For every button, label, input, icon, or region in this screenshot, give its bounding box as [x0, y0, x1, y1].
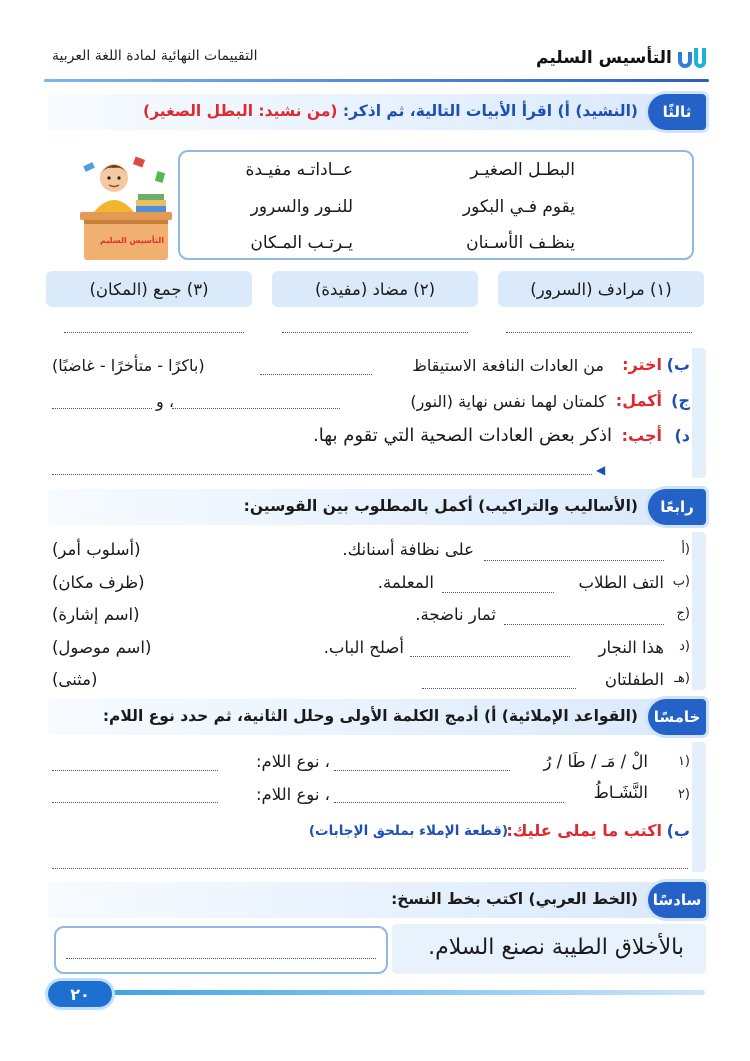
poem-line-2-right: يقوم فـي البكور: [462, 197, 575, 217]
section-3-tab: ثالثًا: [648, 94, 706, 130]
illustration-label: التأسيس السليم: [100, 236, 164, 245]
row-4d-after: أصلح الباب.: [323, 638, 404, 657]
brand-logo: [536, 40, 706, 76]
q-b-text: من العادات النافعة الاستيقاظ: [412, 356, 604, 375]
row-4d-num: (د: [679, 639, 690, 654]
q-c-text: كلمتان لهما نفس نهاية (النور): [410, 392, 606, 411]
boy-studying-illustration-icon: [70, 148, 182, 266]
row-4a-num: (أ: [681, 542, 690, 557]
row-4c-after: ثمار ناضجة.: [415, 605, 496, 624]
row-4b-before: التف الطلاب: [578, 573, 664, 592]
q-d-answer-line[interactable]: [52, 474, 592, 475]
logo-mark-icon: [678, 46, 706, 70]
section-3-side-strip: [692, 348, 706, 478]
row-4b-after: المعلمة.: [377, 573, 434, 592]
q-d-verb: أجب:: [621, 426, 662, 445]
row-4e-answer-line[interactable]: [422, 688, 576, 689]
header-divider: [44, 79, 709, 82]
q-c-label: ج): [671, 391, 690, 410]
row-5-1-word: الْ / مَـ / طَا / رُ: [543, 752, 648, 771]
answer-line-1[interactable]: [506, 332, 692, 333]
row-4a-answer-line[interactable]: [484, 560, 664, 561]
header-subtitle: التقييمات النهائية لمادة اللغة العربية: [52, 48, 258, 64]
row-4b-num: (ب: [672, 574, 690, 589]
poem-line-1-right: البطـل الصغيـر: [470, 160, 575, 180]
row-4c-hint: (اسم إشارة): [52, 605, 140, 624]
q-c-answer-line-1[interactable]: [172, 408, 340, 409]
section-5-title: (القواعد الإملائية) أ) أدمج الكلمة الأولى وحلل الثانية، ثم حدد نوع اللام:: [102, 707, 638, 725]
row-5-2-analyze-line[interactable]: [334, 802, 564, 803]
poem-line-1-left: عــاداتـه مفيـدة: [245, 160, 353, 180]
row-4c-num: (ج: [676, 606, 690, 621]
q-b-answer-line[interactable]: [260, 374, 372, 375]
section-4-title: (الأساليب والتراكيب) أكمل بالمطلوب بين القوسين:: [243, 497, 638, 515]
row-5-2-type-label: ، نوع اللام:: [255, 785, 330, 804]
q-5b-title: اكتب ما يملى عليك:: [506, 821, 662, 840]
row-5-2-type-line[interactable]: [52, 802, 218, 803]
row-4e-num: (هـ: [674, 671, 690, 686]
row-5-2-num: (٢: [677, 787, 690, 802]
row-4d-hint: (اسم موصول): [52, 638, 152, 657]
row-4e-hint: (مثنى): [52, 670, 98, 689]
section-3-title-source: (من نشيد: البطل الصغير): [143, 102, 338, 120]
section-5-side-strip: [692, 742, 706, 872]
q-c-verb: أكمل:: [615, 391, 662, 410]
row-4b-hint: (ظرف مكان): [52, 573, 145, 592]
q-d-label: د): [674, 426, 690, 445]
arrow-left-icon: ◀: [596, 463, 606, 477]
poem-line-3-left: يـرتـب المـكان: [250, 233, 353, 253]
q-b-label: ب): [666, 355, 690, 374]
answer-line-3[interactable]: [64, 332, 244, 333]
item-1-pill: (١) مرادف (السرور): [498, 271, 704, 307]
row-5-1-type-line[interactable]: [52, 770, 218, 771]
q-5b-label: ب): [666, 821, 690, 840]
calligraphy-sentence: بالأخلاق الطيبة نصنع السلام.: [428, 935, 684, 960]
poem-line-2-left: للنـور والسرور: [250, 197, 353, 217]
page-number: ٢٠: [48, 981, 112, 1007]
section-6-title: (الخط العربي) اكتب بخط النسخ:: [391, 890, 638, 908]
answer-line-2[interactable]: [282, 332, 468, 333]
row-4b-answer-line[interactable]: [442, 592, 554, 593]
brand-name: التأسيس السليم: [536, 48, 672, 68]
dictation-line[interactable]: [52, 868, 688, 869]
section-5-tab: خامسًا: [648, 699, 706, 735]
poem-line-3-right: ينظـف الأسـنان: [466, 233, 575, 253]
q-c-and: ، و: [156, 392, 174, 411]
q-b-verb: اختر:: [622, 355, 662, 374]
section-6-tab: سادسًا: [648, 882, 706, 918]
q-c-answer-line-2[interactable]: [52, 408, 152, 409]
row-4d-answer-line[interactable]: [410, 656, 570, 657]
footer-divider: [100, 990, 705, 995]
section-4-tab: رابعًا: [648, 489, 706, 525]
section-4-side-strip: [692, 532, 706, 690]
row-5-2-word: النَّشَـاطُ: [593, 783, 648, 802]
section-3-title-main: (النشيد) أ) اقرأ الأبيات التالية، ثم اذكر:: [337, 102, 638, 120]
row-4a-hint: (أسلوب أمر): [52, 540, 141, 559]
section-3-title: [143, 102, 638, 120]
q-5b-note: (قطعة الإملاء بملحق الإجابات): [308, 823, 508, 839]
row-4a-after: على نظافة أسنانك.: [342, 540, 474, 559]
row-5-1-type-label: ، نوع اللام:: [255, 752, 330, 771]
row-4d-before: هذا النجار: [598, 638, 664, 657]
item-3-pill: (٣) جمع (المكان): [46, 271, 252, 307]
item-2-pill: (٢) مضاد (مفيدة): [272, 271, 478, 307]
calligraphy-answer-box[interactable]: [54, 926, 388, 974]
q-d-text: اذكر بعض العادات الصحية التي تقوم بها.: [313, 425, 612, 446]
row-5-1-num: (١: [677, 754, 690, 769]
row-5-1-merge-line[interactable]: [334, 770, 510, 771]
row-4e-before: الطفلتان: [604, 670, 664, 689]
q-b-choices: (باكرًا - متأخرًا - غاضبًا): [52, 356, 205, 375]
row-4c-answer-line[interactable]: [504, 624, 664, 625]
calligraphy-answer-line[interactable]: [66, 958, 376, 959]
